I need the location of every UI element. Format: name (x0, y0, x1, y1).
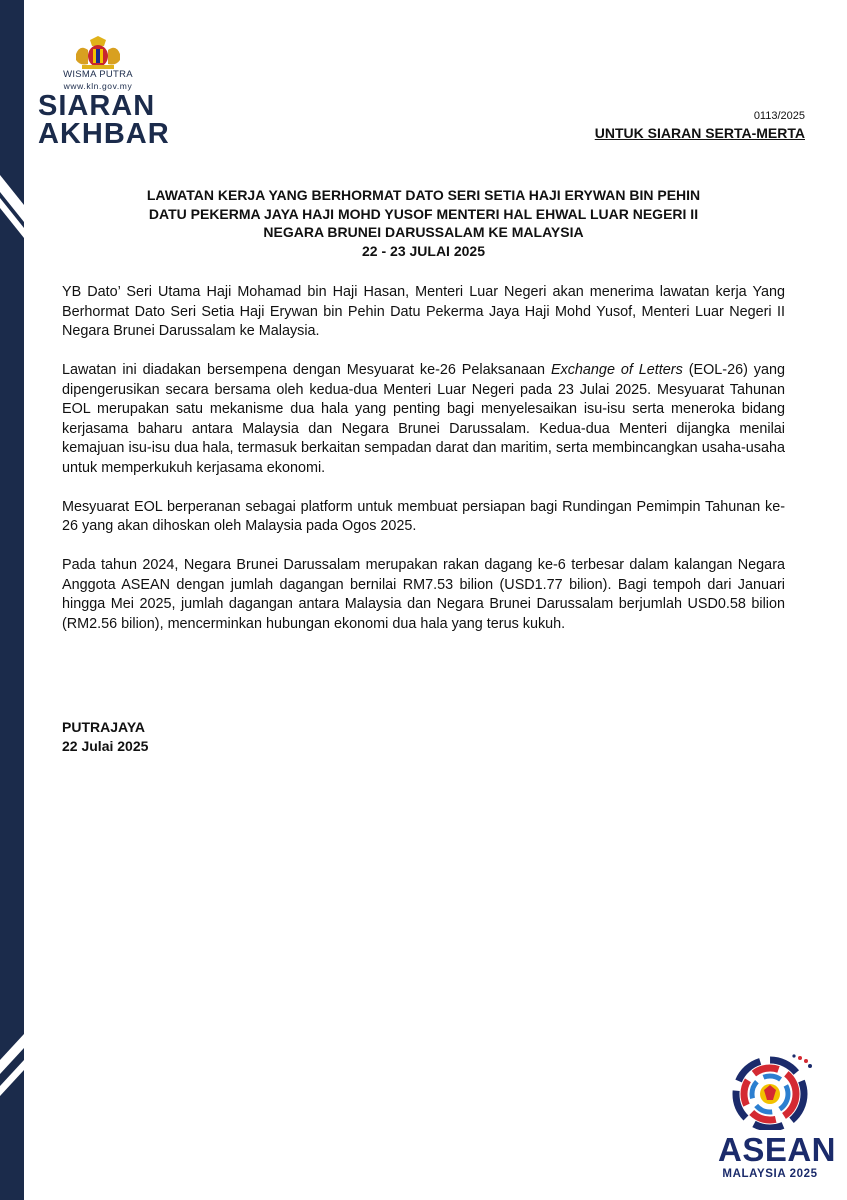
akhbar-word: AKHBAR (38, 118, 170, 150)
title-line-1: LAWATAN KERJA YANG BERHORMAT DATO SERI SETIA HAJI ERYWAN BIN PEHIN (146, 187, 701, 203)
release-notice: UNTUK SIARAN SERTA-MERTA (594, 125, 805, 141)
asean-logo-icon (718, 1050, 822, 1130)
place-name: PUTRAJAYA (62, 719, 145, 735)
title-line-3: NEGARA BRUNEI DARUSSALAM KE MALAYSIA (263, 224, 584, 240)
asean-subtitle: MALAYSIA 2025 (722, 1168, 818, 1180)
paragraph-1: YB Dato’ Seri Utama Haji Mohamad bin Haji Hasan, Menteri Luar Negeri akan menerima lawatan kerja Yang Berhormat Dato Seri Setia Haji Erywan bin Pehin Datu Pekerma Jaya Haji Mohd Yusof, Menteri Luar Negeri II Negara Brunei Darussalam ke Malaysia. (62, 284, 785, 339)
coat-of-arms-icon (68, 34, 128, 70)
paragraph-2-end: (EOL-26) yang dipengerusikan secara bersama oleh kedua-dua Menteri Luar Negeri pada 23 Julai 2025. Mesyuarat Tahunan EOL merupakan satu mekanisme dua hala yang penting bagi menyelesaikan isu-isu serta meneroka bidang kerjasama baharu antara Malaysia dan Negara Brunei Darussalam. Kedua-dua Menteri dijangka menilai kemajuan isu-isu dua hala, termasuk berkaitan sempadan darat dan maritim, serta membincangkan usaha-usaha untuk memperkukuh kerjasama ekonomi. (62, 362, 785, 476)
title-line-2: DATU PEKERMA JAYA HAJI MOHD YUSOF MENTERI HAL EHWAL LUAR NEGERI II (148, 205, 699, 222)
paragraph-4: Pada tahun 2024, Negara Brunei Darussalam merupakan rakan dagang ke-6 terbesar dalam kalangan Negara Anggota ASEAN dengan jumlah dagangan bernilai RM7.53 bilion (USD1.77 bilion). Bagi tempoh dari Januari hingga Mei 2025, jumlah dagangan antara Malaysia dan Negara Brunei Darussalam berjumlah USD0.58 bilion (RM2.56 bilion), mencerminkan hubungan ekonomi dua hala yang terus kukuh. (62, 557, 785, 632)
sidebar-band (0, 0, 24, 1200)
release-date: 22 Julai 2025 (62, 738, 149, 754)
paragraph-2-italic: Exchange of Letters (550, 362, 683, 378)
asean-wordmark: ASEAN (718, 1131, 837, 1168)
paragraph-2-start: Lawatan ini diadakan bersempena dengan Mesyuarat ke-26 Pelaksanaan (62, 362, 551, 378)
reference-number: 0113/2025 (753, 110, 805, 122)
paragraph-2 (62, 361, 785, 478)
signature-block (62, 718, 148, 756)
document-body (62, 283, 785, 654)
paragraph-3: Mesyuarat EOL berperanan sebagai platform untuk membuat persiapan bagi Rundingan Pemimpin Tahunan ke-26 yang akan dihoskan oleh Malaysia pada Ogos 2025. (62, 498, 785, 534)
title-line-4: 22 - 23 JULAI 2025 (362, 242, 485, 259)
org-name: WISMA PUTRA (63, 69, 133, 80)
document-title (62, 186, 785, 260)
siaran-word: SIARAN (38, 90, 156, 122)
website-url[interactable]: www.kln.gov.my (63, 81, 133, 91)
